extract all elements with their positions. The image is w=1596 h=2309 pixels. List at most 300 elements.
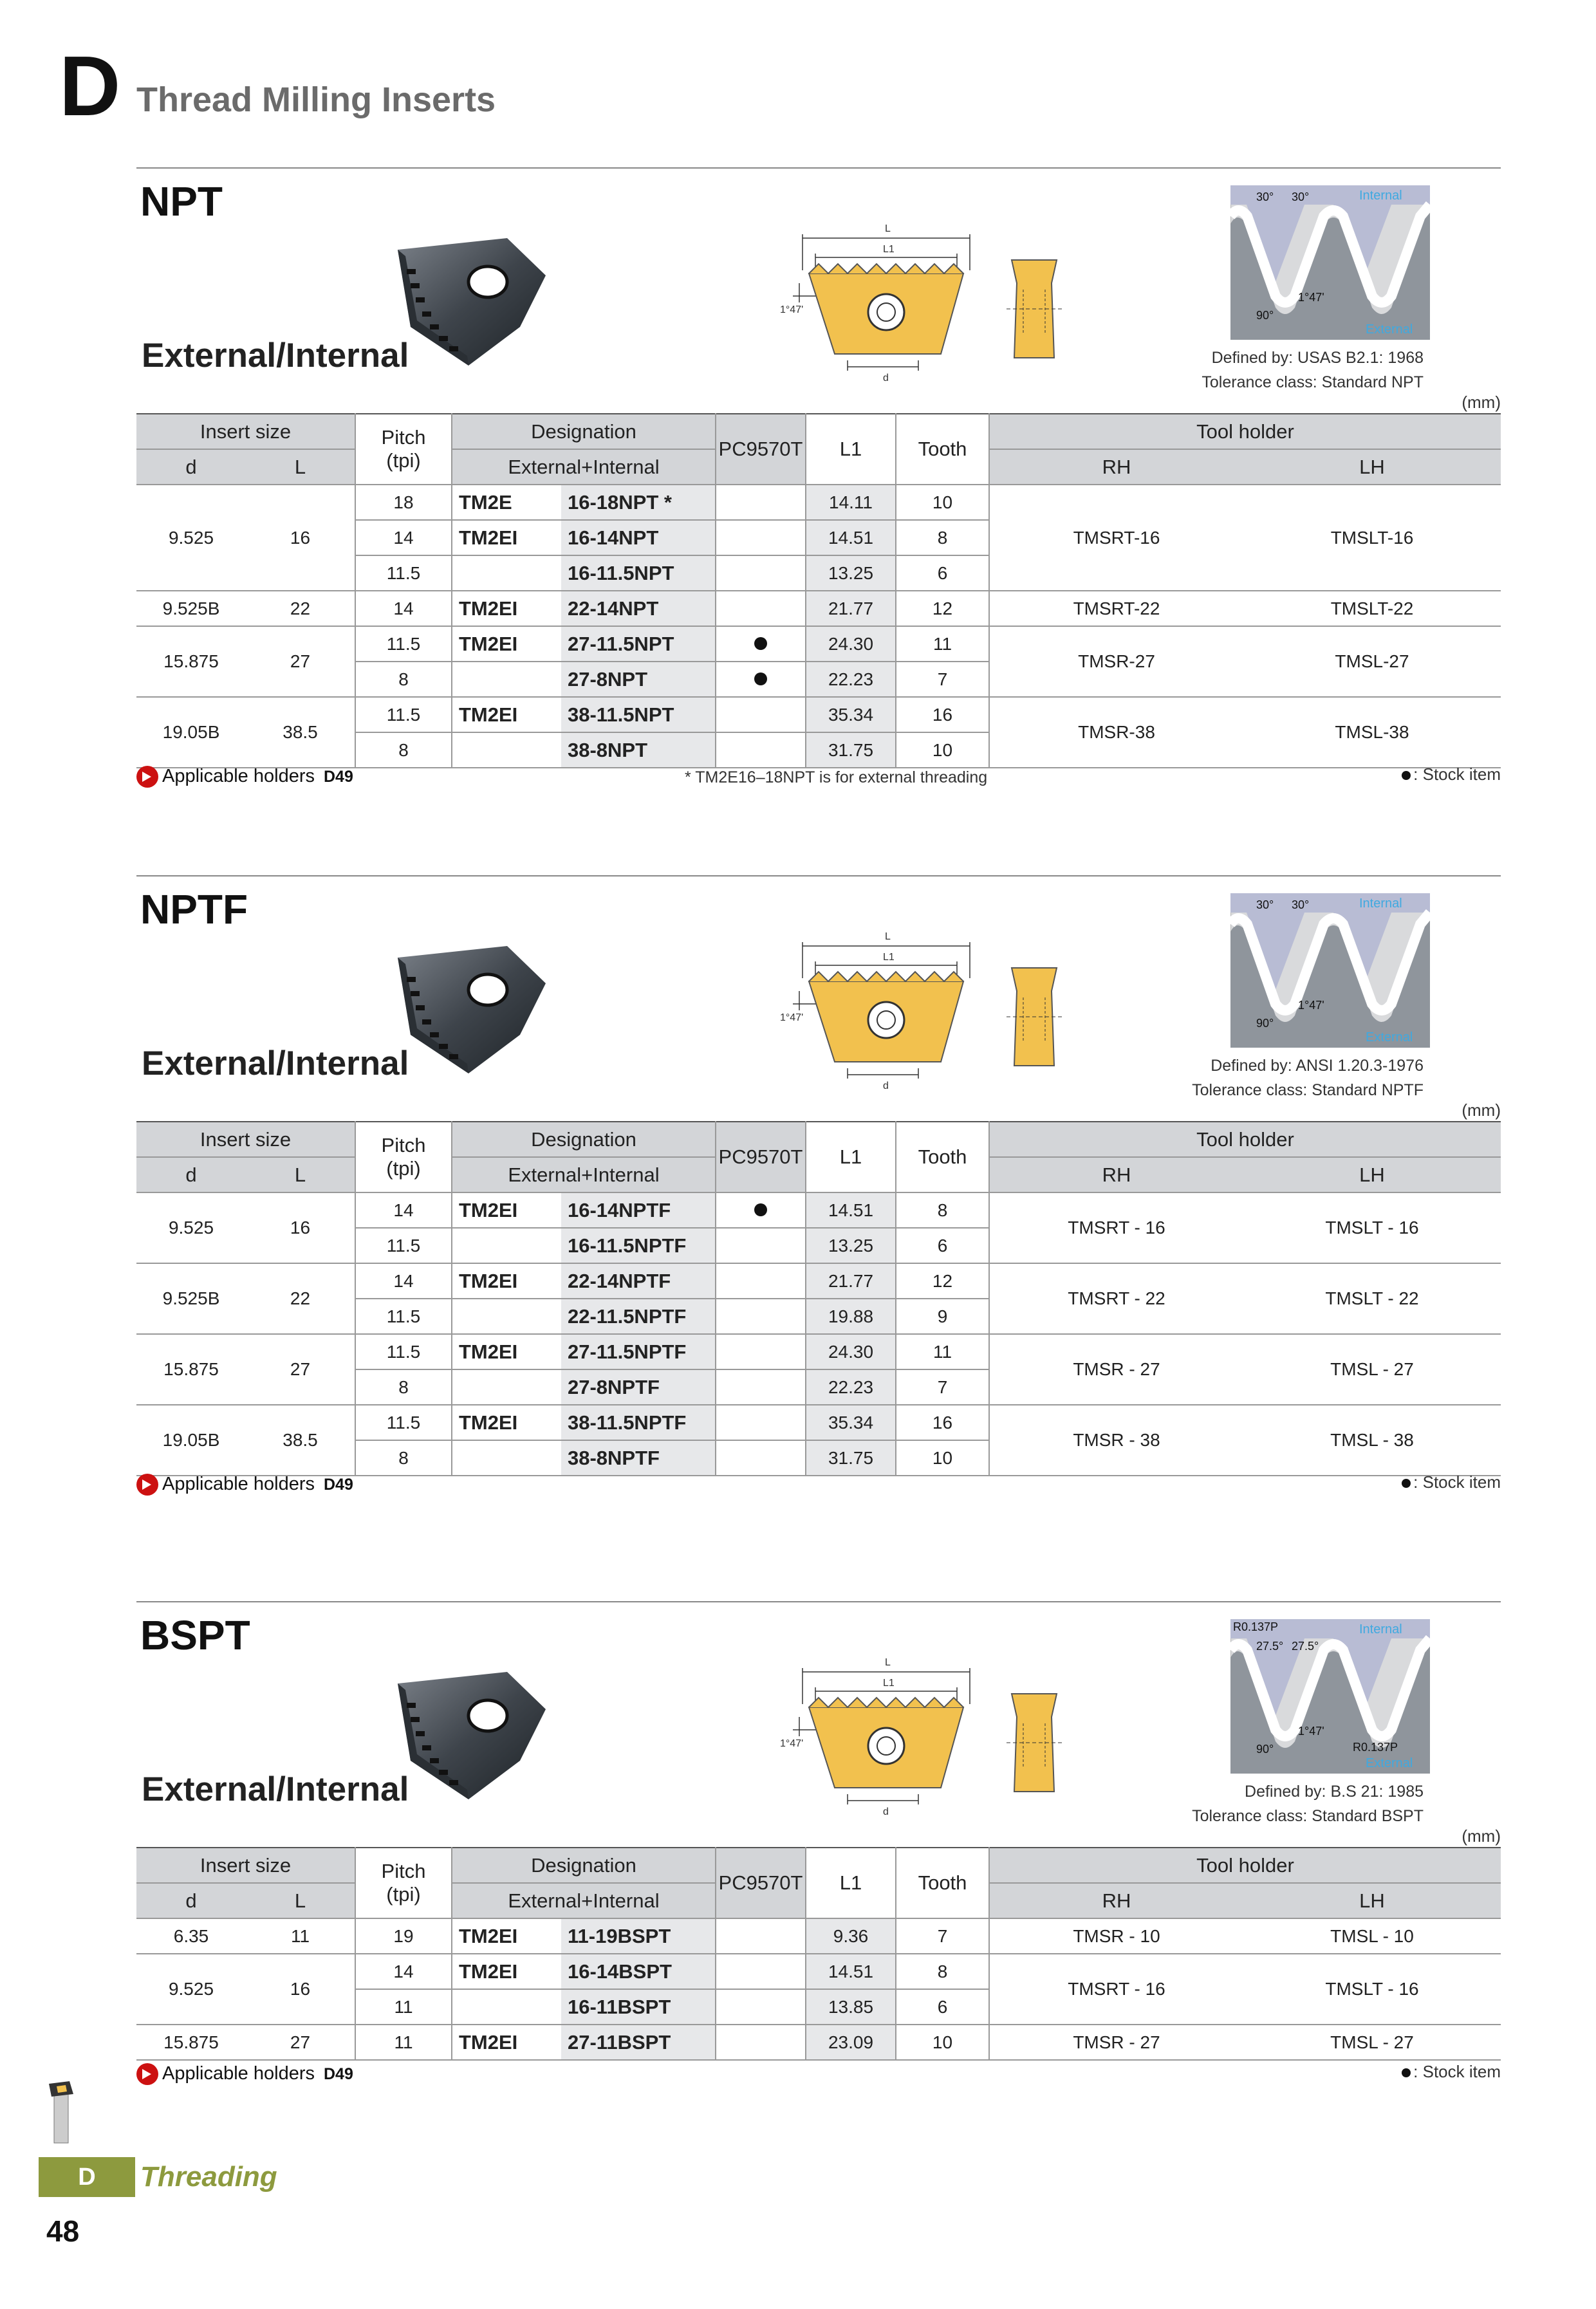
profile-taper-angle: 1°47' [1298, 291, 1324, 304]
chapter-tab[interactable]: D [39, 2157, 135, 2197]
insert-d: 9.525 [136, 1954, 246, 2025]
pitch-value: 14 [355, 1954, 452, 1989]
designation-prefix: TM2EI [452, 591, 561, 626]
col-designation: Designation [452, 1848, 716, 1883]
designation-prefix [452, 1369, 561, 1405]
stock-cell [716, 555, 806, 591]
table-row [136, 591, 1501, 626]
l1-value: 14.51 [806, 1954, 896, 1989]
tooth-value: 11 [896, 1334, 989, 1369]
insert-d: 6.35 [136, 1918, 246, 1954]
col-L: L [246, 1157, 355, 1192]
pitch-label: Pitch [381, 1860, 426, 1882]
tooth-value: 6 [896, 555, 989, 591]
page-title: Thread Milling Inserts [136, 80, 496, 119]
designation-prefix: TM2EI [452, 626, 561, 662]
tooth-value: 9 [896, 1299, 989, 1334]
arrow-circle-icon [136, 766, 158, 788]
angle-label: 1°47' [780, 1012, 804, 1023]
insert-drawing-icon [780, 1640, 992, 1820]
defined-by: Defined by: B.S 21: 1985 [1245, 1783, 1424, 1801]
col-rh: RH [989, 1883, 1243, 1918]
l1-value: 35.34 [806, 1405, 896, 1440]
profile-radius-bottom: R0.137P [1353, 1741, 1398, 1754]
section-subtitle: External/Internal [142, 337, 409, 375]
holder-lh: TMSL - 38 [1243, 1405, 1501, 1476]
applicable-ref: D49 [323, 1476, 353, 1494]
tooth-value: 8 [896, 1954, 989, 1989]
applicable-label: Applicable holders [162, 766, 315, 786]
designation-prefix [452, 1440, 561, 1476]
insert-side-view-icon [1007, 1691, 1062, 1794]
tooth-value: 12 [896, 1263, 989, 1299]
section-divider [136, 875, 1501, 876]
stock-dot-icon [754, 1203, 767, 1216]
designation-code: 16-14NPT [561, 520, 716, 555]
tooth-value: 6 [896, 1989, 989, 2025]
external-label: External [1366, 1030, 1413, 1044]
designation-code: 27-8NPT [561, 662, 716, 697]
pitch-value: 14 [355, 1192, 452, 1228]
stock-cell [716, 1440, 806, 1476]
col-pitch [355, 414, 452, 485]
holder-lh: TMSL-38 [1243, 697, 1501, 768]
holder-lh: TMSLT - 22 [1243, 1263, 1501, 1334]
page-number: 48 [46, 2214, 80, 2248]
pitch-value: 8 [355, 732, 452, 768]
tooth-value: 10 [896, 732, 989, 768]
l1-value: 21.77 [806, 1263, 896, 1299]
designation-code: 22-14NPTF [561, 1263, 716, 1299]
l1-value: 24.30 [806, 1334, 896, 1369]
table-row [136, 1954, 1501, 1989]
pitch-value: 11.5 [355, 1299, 452, 1334]
stock-label: : Stock item [1413, 765, 1501, 784]
section-name: BSPT [140, 1612, 250, 1658]
thread-profile-icon [1230, 185, 1430, 340]
pitch-value: 11.5 [355, 1334, 452, 1369]
section-name: NPT [140, 178, 223, 225]
stock-cell [716, 1299, 806, 1334]
stock-cell [716, 2025, 806, 2060]
col-rh: RH [989, 1157, 1243, 1192]
insert-L: 27 [246, 626, 355, 697]
section-divider [136, 1601, 1501, 1602]
product-section [136, 167, 1501, 875]
col-designation: Designation [452, 1122, 716, 1157]
pitch-value: 11 [355, 1989, 452, 2025]
col-grade: PC9570T [716, 414, 806, 485]
stock-legend [1402, 2062, 1501, 2082]
external-label: External [1366, 1756, 1413, 1770]
holder-lh: TMSL - 10 [1243, 1918, 1501, 1954]
table-row [136, 1918, 1501, 1954]
designation-prefix: TM2EI [452, 1954, 561, 1989]
tolerance-class: Tolerance class: Standard BSPT [1192, 1807, 1424, 1825]
designation-code: 27-8NPTF [561, 1369, 716, 1405]
col-L: L [246, 1883, 355, 1918]
col-insert-size: Insert size [136, 1848, 355, 1883]
col-L: L [246, 449, 355, 485]
col-ext-int: External+Internal [452, 1157, 716, 1192]
profile-angle-right: 27.5° [1292, 1640, 1319, 1653]
designation-prefix: TM2EI [452, 520, 561, 555]
dim-L1-label: L1 [883, 1678, 895, 1689]
applicable-label: Applicable holders [162, 2063, 315, 2084]
holder-rh: TMSR - 38 [989, 1405, 1243, 1476]
designation-code: 27-11.5NPTF [561, 1334, 716, 1369]
table-row [136, 485, 1501, 520]
tolerance-class: Tolerance class: Standard NPTF [1192, 1081, 1424, 1099]
holder-lh: TMSLT - 16 [1243, 1192, 1501, 1263]
tooth-value: 7 [896, 662, 989, 697]
designation-code: 16-14NPTF [561, 1192, 716, 1228]
internal-label: Internal [1359, 189, 1402, 203]
l1-value: 14.11 [806, 485, 896, 520]
l1-value: 22.23 [806, 662, 896, 697]
insert-d: 9.525 [136, 1192, 246, 1263]
dim-L1-label: L1 [883, 952, 895, 963]
tpi-label: (tpi) [386, 449, 421, 472]
holder-rh: TMSRT-22 [989, 591, 1243, 626]
stock-cell [716, 591, 806, 626]
holder-rh: TMSRT - 16 [989, 1192, 1243, 1263]
profile-angle-90: 90° [1256, 1743, 1274, 1756]
holder-lh: TMSLT-16 [1243, 485, 1501, 591]
dim-L1-label: L1 [883, 244, 895, 255]
col-rh: RH [989, 449, 1243, 485]
unit-label: (mm) [1461, 1100, 1501, 1120]
designation-prefix [452, 1299, 561, 1334]
designation-code: 27-11BSPT [561, 2025, 716, 2060]
profile-angle-left: 30° [1256, 898, 1274, 911]
col-insert-size: Insert size [136, 414, 355, 449]
dim-d-label: d [883, 373, 889, 384]
dim-d-label: d [883, 1806, 889, 1817]
designation-code: 16-18NPT * [561, 485, 716, 520]
pitch-value: 11.5 [355, 1228, 452, 1263]
designation-prefix [452, 1989, 561, 2025]
designation-code: 27-11.5NPT [561, 626, 716, 662]
insert-d: 19.05B [136, 1405, 246, 1476]
tooth-value: 12 [896, 591, 989, 626]
arrow-circle-icon [136, 2063, 158, 2085]
col-tool-holder: Tool holder [989, 1848, 1501, 1883]
stock-cell [716, 1405, 806, 1440]
col-d: d [136, 1157, 246, 1192]
stock-dot-icon [1402, 2068, 1411, 2077]
l1-value: 13.25 [806, 1228, 896, 1263]
col-tooth: Tooth [896, 1122, 989, 1192]
profile-angle-left: 30° [1256, 190, 1274, 203]
col-lh: LH [1243, 1157, 1501, 1192]
stock-dot-icon [1402, 1479, 1411, 1488]
tolerance-class: Tolerance class: Standard NPT [1202, 373, 1424, 391]
holder-rh: TMSRT - 16 [989, 1954, 1243, 2025]
pitch-value: 11.5 [355, 626, 452, 662]
insert-L: 16 [246, 1192, 355, 1263]
col-ext-int: External+Internal [452, 449, 716, 485]
stock-label: : Stock item [1413, 1472, 1501, 1492]
designation-prefix [452, 555, 561, 591]
col-tool-holder: Tool holder [989, 414, 1501, 449]
product-section [136, 1601, 1501, 2309]
holder-rh: TMSR-38 [989, 697, 1243, 768]
col-ext-int: External+Internal [452, 1883, 716, 1918]
profile-angle-right: 30° [1292, 190, 1310, 203]
insert-d: 19.05B [136, 697, 246, 768]
tooth-value: 10 [896, 2025, 989, 2060]
stock-label: : Stock item [1413, 2062, 1501, 2081]
thread-profile-icon [1230, 893, 1430, 1048]
unit-label: (mm) [1461, 393, 1501, 412]
designation-code: 22-14NPT [561, 591, 716, 626]
col-l1: L1 [806, 1848, 896, 1918]
insert-L: 27 [246, 1334, 355, 1405]
stock-cell [716, 1334, 806, 1369]
applicable-holders[interactable] [136, 1474, 353, 1496]
l1-value: 14.51 [806, 1192, 896, 1228]
tpi-label: (tpi) [386, 1157, 421, 1180]
tooth-value: 6 [896, 1228, 989, 1263]
stock-cell [716, 626, 806, 662]
pitch-value: 11 [355, 2025, 452, 2060]
tooth-value: 7 [896, 1918, 989, 1954]
angle-label: 1°47' [780, 304, 804, 315]
table-row [136, 1263, 1501, 1299]
stock-cell [716, 520, 806, 555]
dim-L-label: L [885, 931, 891, 942]
pitch-value: 8 [355, 1369, 452, 1405]
l1-value: 31.75 [806, 1440, 896, 1476]
col-pitch [355, 1848, 452, 1918]
stock-cell [716, 1369, 806, 1405]
tooth-value: 8 [896, 520, 989, 555]
l1-value: 23.09 [806, 2025, 896, 2060]
l1-value: 21.77 [806, 591, 896, 626]
designation-prefix: TM2EI [452, 1918, 561, 1954]
tooth-value: 10 [896, 1440, 989, 1476]
insert-L: 27 [246, 2025, 355, 2060]
insert-d: 9.525 [136, 485, 246, 591]
stock-cell [716, 1228, 806, 1263]
col-lh: LH [1243, 1883, 1501, 1918]
table-row [136, 626, 1501, 662]
holder-lh: TMSLT-22 [1243, 591, 1501, 626]
holder-rh: TMSRT-16 [989, 485, 1243, 591]
pitch-value: 18 [355, 485, 452, 520]
col-tooth: Tooth [896, 1848, 989, 1918]
holder-lh: TMSL-27 [1243, 626, 1501, 697]
l1-value: 31.75 [806, 732, 896, 768]
l1-value: 13.85 [806, 1989, 896, 2025]
tpi-label: (tpi) [386, 1883, 421, 1906]
applicable-ref: D49 [323, 2065, 353, 2083]
tool-holder-icon [40, 2080, 85, 2144]
pitch-value: 14 [355, 1263, 452, 1299]
designation-prefix [452, 662, 561, 697]
section-subtitle: External/Internal [142, 1044, 409, 1082]
designation-code: 38-11.5NPTF [561, 1405, 716, 1440]
holder-rh: TMSR-27 [989, 626, 1243, 697]
pitch-value: 19 [355, 1918, 452, 1954]
stock-cell [716, 485, 806, 520]
l1-value: 13.25 [806, 555, 896, 591]
designation-prefix: TM2EI [452, 1405, 561, 1440]
insert-L: 22 [246, 591, 355, 626]
arrow-circle-icon [136, 1474, 158, 1496]
designation-code: 16-11BSPT [561, 1989, 716, 2025]
holder-rh: TMSR - 10 [989, 1918, 1243, 1954]
stock-cell [716, 1954, 806, 1989]
designation-code: 16-11.5NPTF [561, 1228, 716, 1263]
l1-value: 9.36 [806, 1918, 896, 1954]
profile-angle-left: 27.5° [1256, 1640, 1284, 1653]
tooth-value: 16 [896, 697, 989, 732]
chapter-letter: D [59, 39, 121, 133]
pitch-value: 8 [355, 1440, 452, 1476]
dim-d-label: d [883, 1080, 889, 1091]
insert-side-view-icon [1007, 257, 1062, 360]
pitch-value: 11.5 [355, 697, 452, 732]
insert-L: 16 [246, 485, 355, 591]
stock-cell [716, 1192, 806, 1228]
l1-value: 35.34 [806, 697, 896, 732]
designation-code: 22-11.5NPTF [561, 1299, 716, 1334]
dim-L-label: L [885, 1657, 891, 1668]
applicable-holders[interactable] [136, 2063, 353, 2085]
chapter-category: Threading [140, 2161, 277, 2193]
tooth-value: 8 [896, 1192, 989, 1228]
section-name: NPTF [140, 886, 248, 932]
profile-angle-right: 30° [1292, 898, 1310, 911]
insert-drawing-icon [780, 914, 992, 1094]
designation-code: 38-11.5NPT [561, 697, 716, 732]
profile-taper-angle: 1°47' [1298, 999, 1324, 1012]
l1-value: 24.30 [806, 626, 896, 662]
pitch-value: 11.5 [355, 1405, 452, 1440]
col-d: d [136, 1883, 246, 1918]
section-divider [136, 167, 1501, 169]
insert-side-view-icon [1007, 965, 1062, 1068]
col-l1: L1 [806, 414, 896, 485]
holder-rh: TMSRT - 22 [989, 1263, 1243, 1334]
insert-drawing-icon [780, 206, 992, 386]
designation-code: 16-14BSPT [561, 1954, 716, 1989]
spec-table [136, 413, 1501, 768]
insert-d: 15.875 [136, 2025, 246, 2060]
pitch-value: 14 [355, 520, 452, 555]
table-row [136, 1405, 1501, 1440]
pitch-value: 14 [355, 591, 452, 626]
holder-rh: TMSR - 27 [989, 2025, 1243, 2060]
l1-value: 14.51 [806, 520, 896, 555]
profile-angle-90: 90° [1256, 1017, 1274, 1030]
holder-rh: TMSR - 27 [989, 1334, 1243, 1405]
insert-d: 15.875 [136, 1334, 246, 1405]
stock-cell [716, 732, 806, 768]
insert-photo-icon [391, 230, 552, 372]
internal-label: Internal [1359, 896, 1402, 911]
insert-L: 38.5 [246, 1405, 355, 1476]
table-row [136, 697, 1501, 732]
designation-prefix: TM2EI [452, 697, 561, 732]
angle-label: 1°47' [780, 1738, 804, 1749]
internal-label: Internal [1359, 1622, 1402, 1637]
insert-photo-icon [391, 1664, 552, 1806]
designation-prefix: TM2EI [452, 1263, 561, 1299]
section-note: * TM2E16–18NPT is for external threading [685, 768, 988, 786]
product-section [136, 875, 1501, 1583]
designation-prefix: TM2EI [452, 1192, 561, 1228]
tooth-value: 11 [896, 626, 989, 662]
designation-code: 38-8NPT [561, 732, 716, 768]
defined-by: Defined by: ANSI 1.20.3-1976 [1211, 1057, 1424, 1075]
pitch-label: Pitch [381, 426, 426, 449]
thread-profile-icon [1230, 1619, 1430, 1774]
table-row [136, 1192, 1501, 1228]
holder-lh: TMSL - 27 [1243, 1334, 1501, 1405]
applicable-ref: D49 [323, 768, 353, 786]
spec-table [136, 1847, 1501, 2061]
pitch-label: Pitch [381, 1134, 426, 1156]
external-label: External [1366, 322, 1413, 337]
col-insert-size: Insert size [136, 1122, 355, 1157]
insert-d: 15.875 [136, 626, 246, 697]
designation-prefix: TM2EI [452, 1334, 561, 1369]
insert-L: 11 [246, 1918, 355, 1954]
stock-legend [1402, 765, 1501, 784]
applicable-holders[interactable] [136, 766, 353, 788]
defined-by: Defined by: USAS B2.1: 1968 [1211, 349, 1424, 367]
col-l1: L1 [806, 1122, 896, 1192]
designation-prefix [452, 732, 561, 768]
insert-L: 38.5 [246, 697, 355, 768]
tooth-value: 16 [896, 1405, 989, 1440]
profile-angle-90: 90° [1256, 309, 1274, 322]
designation-prefix: TM2E [452, 485, 561, 520]
designation-code: 11-19BSPT [561, 1918, 716, 1954]
insert-d: 9.525B [136, 591, 246, 626]
stock-legend [1402, 1472, 1501, 1492]
pitch-value: 8 [355, 662, 452, 697]
dim-L-label: L [885, 223, 891, 234]
l1-value: 19.88 [806, 1299, 896, 1334]
designation-code: 38-8NPTF [561, 1440, 716, 1476]
applicable-label: Applicable holders [162, 1474, 315, 1494]
profile-radius-top: R0.137P [1233, 1620, 1279, 1633]
col-tool-holder: Tool holder [989, 1122, 1501, 1157]
stock-dot-icon [754, 637, 767, 650]
designation-code: 16-11.5NPT [561, 555, 716, 591]
designation-prefix [452, 1228, 561, 1263]
col-grade: PC9570T [716, 1848, 806, 1918]
insert-L: 22 [246, 1263, 355, 1334]
pitch-value: 11.5 [355, 555, 452, 591]
col-tooth: Tooth [896, 414, 989, 485]
tooth-value: 10 [896, 485, 989, 520]
col-lh: LH [1243, 449, 1501, 485]
insert-photo-icon [391, 938, 552, 1080]
section-subtitle: External/Internal [142, 1770, 409, 1808]
stock-cell [716, 1989, 806, 2025]
insert-L: 16 [246, 1954, 355, 2025]
stock-cell [716, 662, 806, 697]
col-grade: PC9570T [716, 1122, 806, 1192]
stock-dot-icon [754, 672, 767, 685]
col-d: d [136, 449, 246, 485]
tooth-value: 7 [896, 1369, 989, 1405]
